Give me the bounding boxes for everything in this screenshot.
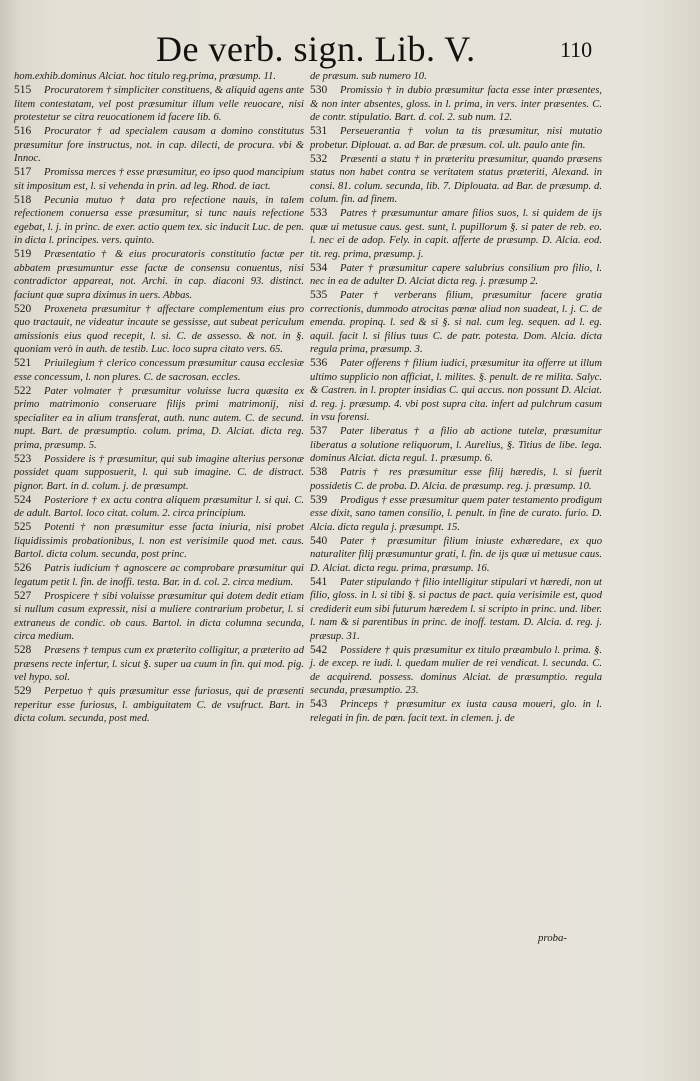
text-entry — [14, 385, 304, 453]
entry-text: Perseuerantia † volun ta tis præsumitur, nisi mutatio probetur. Diplouat. a. ad Bar. de præsum. col. ult. paulo ante fin. — [310, 126, 602, 151]
entry-text: Princeps † præsumitur ex iusta causa moueri, glo. in l. relegati in fin. de pœn. facit text. in clemen. j. de — [310, 699, 602, 724]
text-entry — [14, 357, 304, 384]
text-entry — [14, 125, 304, 166]
entry-number: 528 — [14, 644, 32, 656]
entry-text: Priuilegium † clerico concessum præsumitur causa ecclesiæ esse concessum, l. non plures. C. de sacrosan. eccles. — [14, 358, 304, 383]
text-entry — [310, 535, 602, 576]
running-title: De verb. sign. Lib. V. — [156, 29, 476, 69]
entry-text: Patres † præsumuntur amare filios suos, l. si quidem de ijs quæ ui metusue caus. gest. sunt, l. pupillorum §. si pater de reb. eo. l. nec ei de adop. Fely. in capit. afferte de præsump. D. Alcia. eod. tit. reg. prima, præsump. j. — [310, 208, 602, 260]
entry-text: Procuratorem † simpliciter constituens, & aliquid agens ante litem contestatam, vel post præsumitur illum velle reuocare, nisi protestetur se citra reuocationem id facere lib. 6. — [14, 85, 304, 123]
text-entry — [310, 494, 602, 535]
entry-text: Possidere † quis præsumitur ex titulo præambulo l. prima. §. j. de excep. re iudi. l. quedam mulier de rei vendicat. l. secunda. C. de acquirend. possess. dominus Alciat. de præsumptio. regula secunda, præsumptio. 23. — [310, 644, 602, 696]
entry-text: Præsenti a statu † in præteritu præsumitur, quando præsens status non habet contra se veritatem status præteriti, Alexand. in consi. 81. colum. secunda, lib. 7. Diplouata. ad Bar. de præsump. d. colum. fin. ad finem. — [310, 153, 602, 205]
text-entry — [14, 494, 304, 521]
text-entry — [14, 590, 304, 644]
entry-text: Prodigus † esse præsumitur quem pater testamento prodigum esse dixit, sano tamen consilio, l. penult. in fine de curato. furio. D. Alcia. dicta regula j. præsumpt. 15. — [310, 494, 602, 533]
text-entry — [310, 262, 602, 289]
page-header — [150, 28, 600, 70]
entry-number: 516 — [14, 125, 32, 137]
entry-number: 543 — [310, 698, 328, 710]
entry-number: 530 — [310, 84, 328, 96]
entry-text: Promissio † in dubio præsumitur facta esse inter præsentes, & non inter absentes, gloss. in l. prima, in vers. inter præsentes. C. de contr. stipulatio. Bart. d. col. 2. sub num. 12. — [310, 85, 602, 123]
text-entry — [14, 70, 304, 84]
text-entry — [310, 289, 602, 357]
entry-text: Patris iudicium † agnoscere ac comprobare præsumitur qui legatum petit l. fin. de inoffi. testa. Bar. in d. col. 2. circa medium. — [14, 563, 304, 588]
entry-number: 517 — [14, 166, 32, 178]
entry-text: Proxeneta præsumitur † affectare complementum eius pro quo tractauit, ne videatur incaute se gessisse, aut subeat periculum amissionis eius quod recepit, l. si. C. de assesso. & not. in §. quoniam verò in auth. de testib. Luc. loco supra citato vers. 65. — [14, 303, 304, 355]
entry-number: 521 — [14, 357, 32, 369]
entry-number: 540 — [310, 534, 328, 547]
text-entry — [14, 166, 304, 193]
entry-number: 534 — [310, 261, 328, 274]
text-entry — [310, 425, 602, 466]
text-entry — [310, 466, 602, 493]
text-entry — [310, 698, 602, 725]
entry-text: Promissa merces † esse præsumitur, eo ipso quod mancipium sit impositum est, l. si vehenda in prin. ad leg. Rhod. de iact. — [14, 167, 304, 192]
entry-text: Pecunia mutuo † data pro refectione nauis, in talem refectionem conuersa esse præsumitur, si tunc nauis refectione egebat, l. j. in princ. de exer. actio quem tex. sic inducit Luc. de pen. in dicta l. principes. vers. quinto. — [14, 194, 304, 246]
entry-text: Posteriore † ex actu contra aliquem præsumitur l. si qui. C. de adult. Bartol. loco citat. colum. 2. circa principium. — [14, 494, 304, 519]
entry-text: Pater † verberans filium, præsumitur facere gratia correctionis, dummodo atrocitas pœnæ aliud non suadeat, l. j. C. de emenda. propinq. l. sed & si §. si nal. cum leg. sequen. ad l. eg. aquil. facit l. si filius tuus C. de patr. potesta. Dom. Alcia. dicta regula prima, præsump. 3. — [310, 290, 602, 355]
entry-number: 515 — [14, 84, 32, 96]
entry-number: 535 — [310, 289, 328, 301]
entry-text: Pater † præsumitur capere salubrius consilium pro filio, l. nec in ea de adulter D. Alciat dicta reg. j. præsump 2. — [310, 262, 602, 287]
entry-text: Possidere is † præsumitur, qui sub imagine alterius personæ possidet quam supposuerit, l. qui sub imagine. C. de distract. pignor. Bart. in d. colum. j. de præsumpt. — [14, 453, 304, 492]
entry-number: 533 — [310, 207, 328, 219]
text-entry — [310, 576, 602, 644]
entry-text: Pater liberatus † a filio ab actione tutelæ, præsumitur liberatus a solutione reliquorum, l. Aurelius, §. Titius de libe. lega. dominus Alciat. dicta regul. 1. præsump. 6. — [310, 426, 602, 464]
entry-text: Præsentatio † & eius procuratoris constitutio factæ per abbatem præsumuntur esse factæ de consensu conuentus, nisi contradictor appareat, not. Archi. in cap. diaconi 93. distinct. faciunt quæ supra diximus in uers. Abbas. — [14, 249, 304, 301]
entry-number: 523 — [14, 452, 32, 465]
page-number: 110 — [560, 37, 593, 62]
text-entry — [14, 562, 304, 589]
text-entry — [14, 685, 304, 726]
text-entry — [14, 84, 304, 125]
entry-text: Pater offerens † filium iudici, præsumitur ita offerre ut illum ultimo supplicio non afficiat, l. milites. §. penult. de re milita. Salyc. & Castren. in l. propter insidias C. qui accus. non possunt D. Alciat. d. reg. j. præsump. 4. vbi post supra cita. infert ad pulchrum casum in vsu forensi. — [310, 358, 602, 423]
entry-number: 522 — [14, 384, 32, 397]
entry-number: 529 — [14, 685, 32, 697]
entry-number: 532 — [310, 152, 328, 165]
text-entry — [14, 194, 304, 248]
entry-text: Procurator † ad specialem causam a domino constitutus præsumitur fore instructus, not. in cap. dilecti, de procura. vbi & Innoc. — [14, 126, 304, 164]
entry-number: 525 — [14, 521, 32, 533]
entry-number: 536 — [310, 357, 328, 369]
entry-text: de præsum. sub numero 10. — [310, 71, 427, 82]
right-text-column — [310, 70, 602, 726]
entry-number: 537 — [310, 425, 328, 437]
entry-text: Potenti † non præsumitur esse facta iniuria, nisi probet liquidissimis probationibus, l. non est verisimile quod met. caus. Bartol. dicta colum. secunda, post princ. — [14, 522, 304, 560]
entry-number: 518 — [14, 193, 32, 206]
text-entry — [310, 357, 602, 425]
text-entry — [310, 207, 602, 261]
left-text-column — [14, 70, 304, 726]
entry-text: Patris † res præsumitur esse filij hæredis, l. si fuerit possidetis C. de proba. D. Alcia. de præsump. reg. j. præsump. 10. — [310, 467, 602, 492]
text-entry — [14, 303, 304, 357]
text-entry — [14, 644, 304, 685]
text-entry — [310, 153, 602, 207]
entry-number: 524 — [14, 493, 32, 506]
entry-text: hom.exhib.dominus Alciat. hoc titulo reg.prima, præsump. 11. — [14, 71, 276, 82]
entry-text: Pater stipulando † filio intelligitur stipulari vt hæredi, non ut filio, gloss. in l. si tibi §. si pactus de pact. quia verisimile est, quod crediderit eum sibi futurum hæredem l. si scripto in princ. und. liber. l. nam & si parentibus in princ. de inoff. testam. D. Alcia. d. reg. j. præsup. 31. — [310, 576, 602, 642]
catchword: proba- — [538, 932, 567, 944]
entry-number: 541 — [310, 575, 328, 588]
text-entry — [310, 644, 602, 698]
entry-number: 531 — [310, 125, 328, 137]
entry-number: 526 — [14, 562, 32, 574]
text-entry — [14, 453, 304, 494]
entry-text: Pater † præsumitur filium iniuste exhæredare, ex quo naturaliter filij præsumuntur grati, l. fin. de ijs quæ ui metusue caus. D. Alciat. dicta regu. prima, præsump. 16. — [310, 535, 602, 574]
entry-number: 538 — [310, 466, 328, 478]
text-entry — [310, 125, 602, 152]
entry-number: 542 — [310, 643, 328, 656]
entry-number: 519 — [14, 248, 32, 260]
text-entry — [310, 84, 602, 125]
text-entry — [14, 521, 304, 562]
entry-text: Prospicere † sibi voluisse præsumitur qui dotem dedit etiam si nullum casum expressit, nisi a muliere contrarium probetur, l. si extraneus de condic. ob caus. Bartol. in dicta columna secunda, circa medium. — [14, 590, 304, 642]
entry-number: 539 — [310, 493, 328, 506]
entry-text: Pater volmater † præsumitur voluisse lucra quæsita ex primo matrimonio conseruare filijs primi matrimonij, nisi specialiter ea in alium transferat, auth. nunc autem. C. de secund. nupt. Bart. de præsumptio. colum. prima, D. Alciat. dicta reg. prima, præsump. 5. — [14, 385, 304, 451]
entry-text: Perpetuo † quis præsumitur esse furiosus, qui de præsenti reperitur esse furiosus, l. ambiguitatem C. de vsufruct. Bart. in dicta colum. secunda, post med. — [14, 686, 304, 724]
text-entry — [310, 70, 602, 84]
entry-number: 520 — [14, 302, 32, 315]
entry-number: 527 — [14, 589, 32, 602]
entry-text: Præsens † tempus cum ex præterito colligitur, a præterito ad præsens recte infertur, l. sicut §. super ua cuum in fin. qui mod. pig. vel hypo. sol. — [14, 645, 304, 683]
text-entry — [14, 248, 304, 302]
